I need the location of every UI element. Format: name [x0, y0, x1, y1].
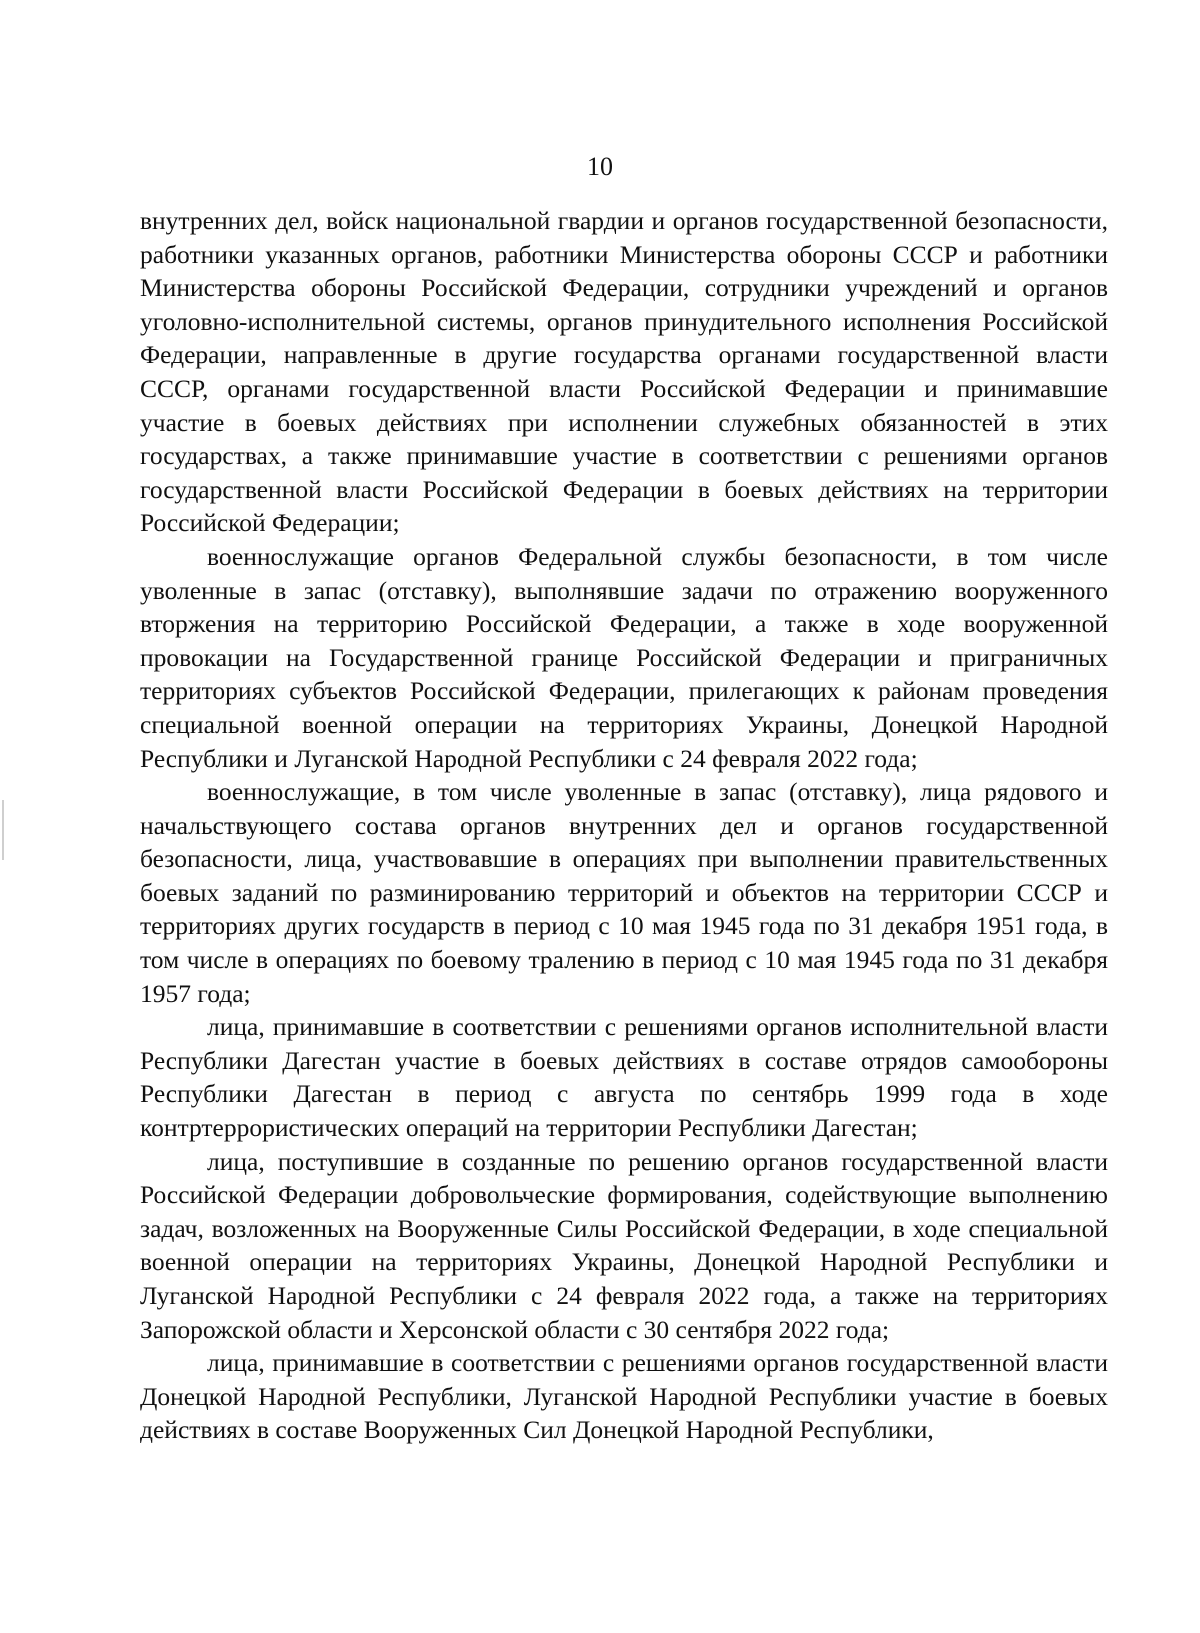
scan-edge-mark — [2, 800, 4, 860]
document-body — [140, 204, 1108, 1447]
page-number: 10 — [587, 152, 613, 181]
paragraph-volunteer-formations: лица, поступившие в созданные по решению органов государственной власти Российской Федерации добровольческие формирования, содействующие выполнению задач, возложенных на Вооруженные Силы Российской Федерации, в ходе специальной военной операции на территориях Украины, Донецкой Народной Республики и Луганской Народной Республики с 24 февраля 2022 года, а также на территориях Запорожской области и Херсонской области с 30 сентября 2022 года; — [140, 1146, 1108, 1344]
paragraph-dagestan-self-defense: лица, принимавшие в соответствии с решениями органов исполнительной власти Республики Дагестан участие в боевых действиях в составе отрядов самообороны Республики Дагестан в период с августа по сентябрь 1999 года в ходе контртеррористических операций на территории Республики Дагестан; — [140, 1012, 1108, 1143]
paragraph-demining-servicemen: военнослужащие, в том числе уволенные в запас (отставку), лица рядового и начальствующего состава органов внутренних дел и органов государственной безопасности, лица, участвовавшие в операциях при выполнении правительственных боевых заданий по разминированию территорий и объектов на территории СССР и территориях других государств в период с 10 мая 1945 года по 31 декабря 1951 года, в том числе в операциях по боевому тралению в период с 10 мая 1945 года по 31 декабря 1957 года; — [140, 777, 1108, 1008]
paragraph-continued: внутренних дел, войск национальной гвардии и органов государственной безопасности, работники указанных органов, работники Министерства обороны СССР и работники Министерства обороны Российской Федерации, сотрудники учреждений и органов уголовно-исполнительной системы, органов принудительного исполнения Российской Федерации, направленные в другие государства органами государственной власти СССР, органами государственной власти Российской Федерации и принимавшие участие в боевых действиях при исполнении служебных обязанностей в этих государствах, а также принимавшие участие в соответствии с решениями органов государственной власти Российской Федерации в боевых действиях на территории Российской Федерации; — [140, 206, 1108, 538]
paragraph-fsb-servicemen: военнослужащие органов Федеральной службы безопасности, в том числе уволенные в запас (отставку), выполнявшие задачи по отражению вооруженного вторжения на территорию Российской Федерации, а также в ходе вооруженной провокации на Государственной границе Российской Федерации и приграничных территориях субъектов Российской Федерации, прилегающих к районам проведения специальной военной операции на территориях Украины, Донецкой Народной Республики и Луганской Народной Республики с 24 февраля 2022 года; — [140, 541, 1108, 773]
paragraph-dpr-lpr-participants: лица, принимавшие в соответствии с решениями органов государственной власти Донецкой Народной Республики, Луганской Народной Республики участие в боевых действиях в составе Вооруженных Сил Донецкой Народной Республики, — [140, 1348, 1108, 1445]
